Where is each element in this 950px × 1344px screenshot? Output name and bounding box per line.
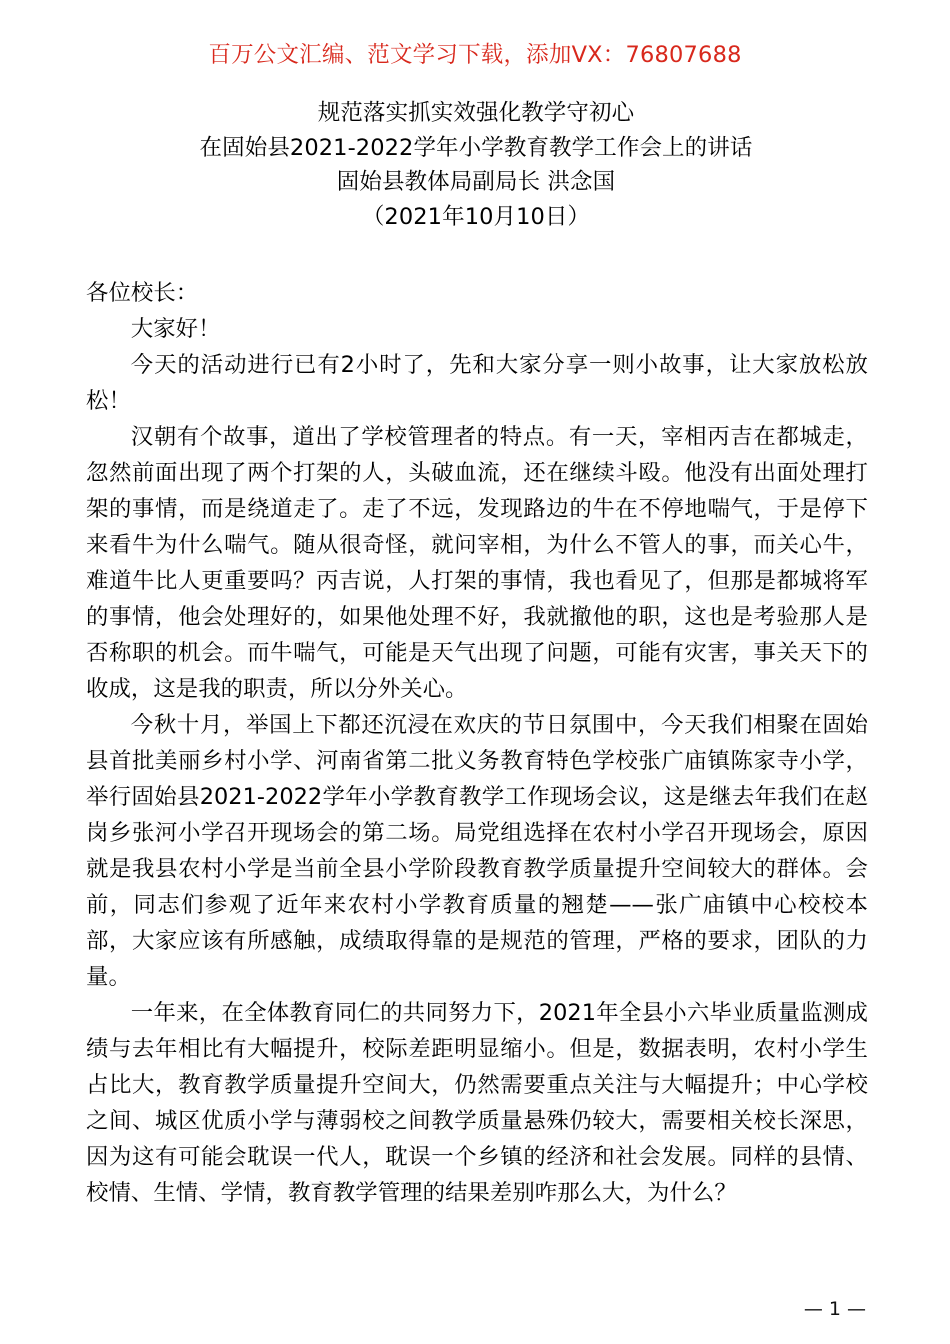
paragraph-opening: 今天的活动进行已有2小时了，先和大家分享一则小故事，让大家放松放松！	[86, 352, 868, 414]
paragraph-quality-review: 一年来，在全体教育同仁的共同努力下，2021年全县小六毕业质量监测成绩与去年相比有大幅提升，校际差距明显缩小。但是，数据表明，农村小学生占比大，教育教学质量提升空间大，仍然需要重点关注与大幅提升；中心学校之间、城区优质小学与薄弱校之间教学质量悬殊仍较大，需要相关校长深思，因为这有可能会耽误一代人，耽误一个乡镇的经济和社会发展。同样的县情、校情、生情、学情，教育教学管理的结果差别咋那么大，为什么？	[86, 1000, 868, 1206]
title-line-speaker: 固始县教体局副局长 洪念国	[336, 169, 616, 195]
promo-banner-text: 百万公文汇编、范文学习下载，添加VX：76807688	[208, 42, 742, 68]
document-title-block	[85, 96, 867, 234]
paragraph-greeting: 大家好！	[130, 316, 221, 342]
salutation: 各位校长：	[86, 280, 199, 306]
paragraph-meeting-context: 今秋十月，举国上下都还沉浸在欢庆的节日氛围中，今天我们相聚在固始县首批美丽乡村小学、河南省第二批义务教育特色学校张广庙镇陈家寺小学，举行固始县2021-2022学年小学教育教学工作现场会议，这是继去年我们在赵岗乡张河小学召开现场会的第二场。局党组选择在农村小学召开现场会，原因就是我县农村小学是当前全县小学阶段教育教学质量提升空间较大的群体。会前，同志们参观了近年来农村小学教育质量的翘楚——张广庙镇中心校校本部，大家应该有所感触，成绩取得靠的是规范的管理，严格的要求，团队的力量。	[86, 712, 868, 990]
title-line-main: 规范落实抓实效强化教学守初心	[317, 100, 635, 126]
title-line-subtitle: 在固始县2021-2022学年小学教育教学工作会上的讲话	[199, 134, 753, 161]
paragraph-han-story: 汉朝有个故事，道出了学校管理者的特点。有一天，宰相丙吉在都城走，忽然前面出现了两个打架的人，头破血流，还在继续斗殴。他没有出面处理打架的事情，而是绕道走了。走了不远，发现路边的牛在不停地喘气，于是停下来看牛为什么喘气。随从很奇怪，就问宰相，为什么不管人的事，而关心牛，难道牛比人更重要吗？丙吉说，人打架的事情，我也看见了，但那是都城将军的事情，他会处理好的，如果他处理不好，我就撤他的职，这也是考验那人是否称职的机会。而牛喘气，可能是天气出现了问题，可能有灾害，事关天下的收成，这是我的职责，所以分外关心。	[86, 424, 868, 702]
document-body	[86, 275, 868, 1211]
title-line-date: （2021年10月10日）	[361, 203, 591, 230]
page-number-footer: — 1 —	[803, 1298, 866, 1320]
